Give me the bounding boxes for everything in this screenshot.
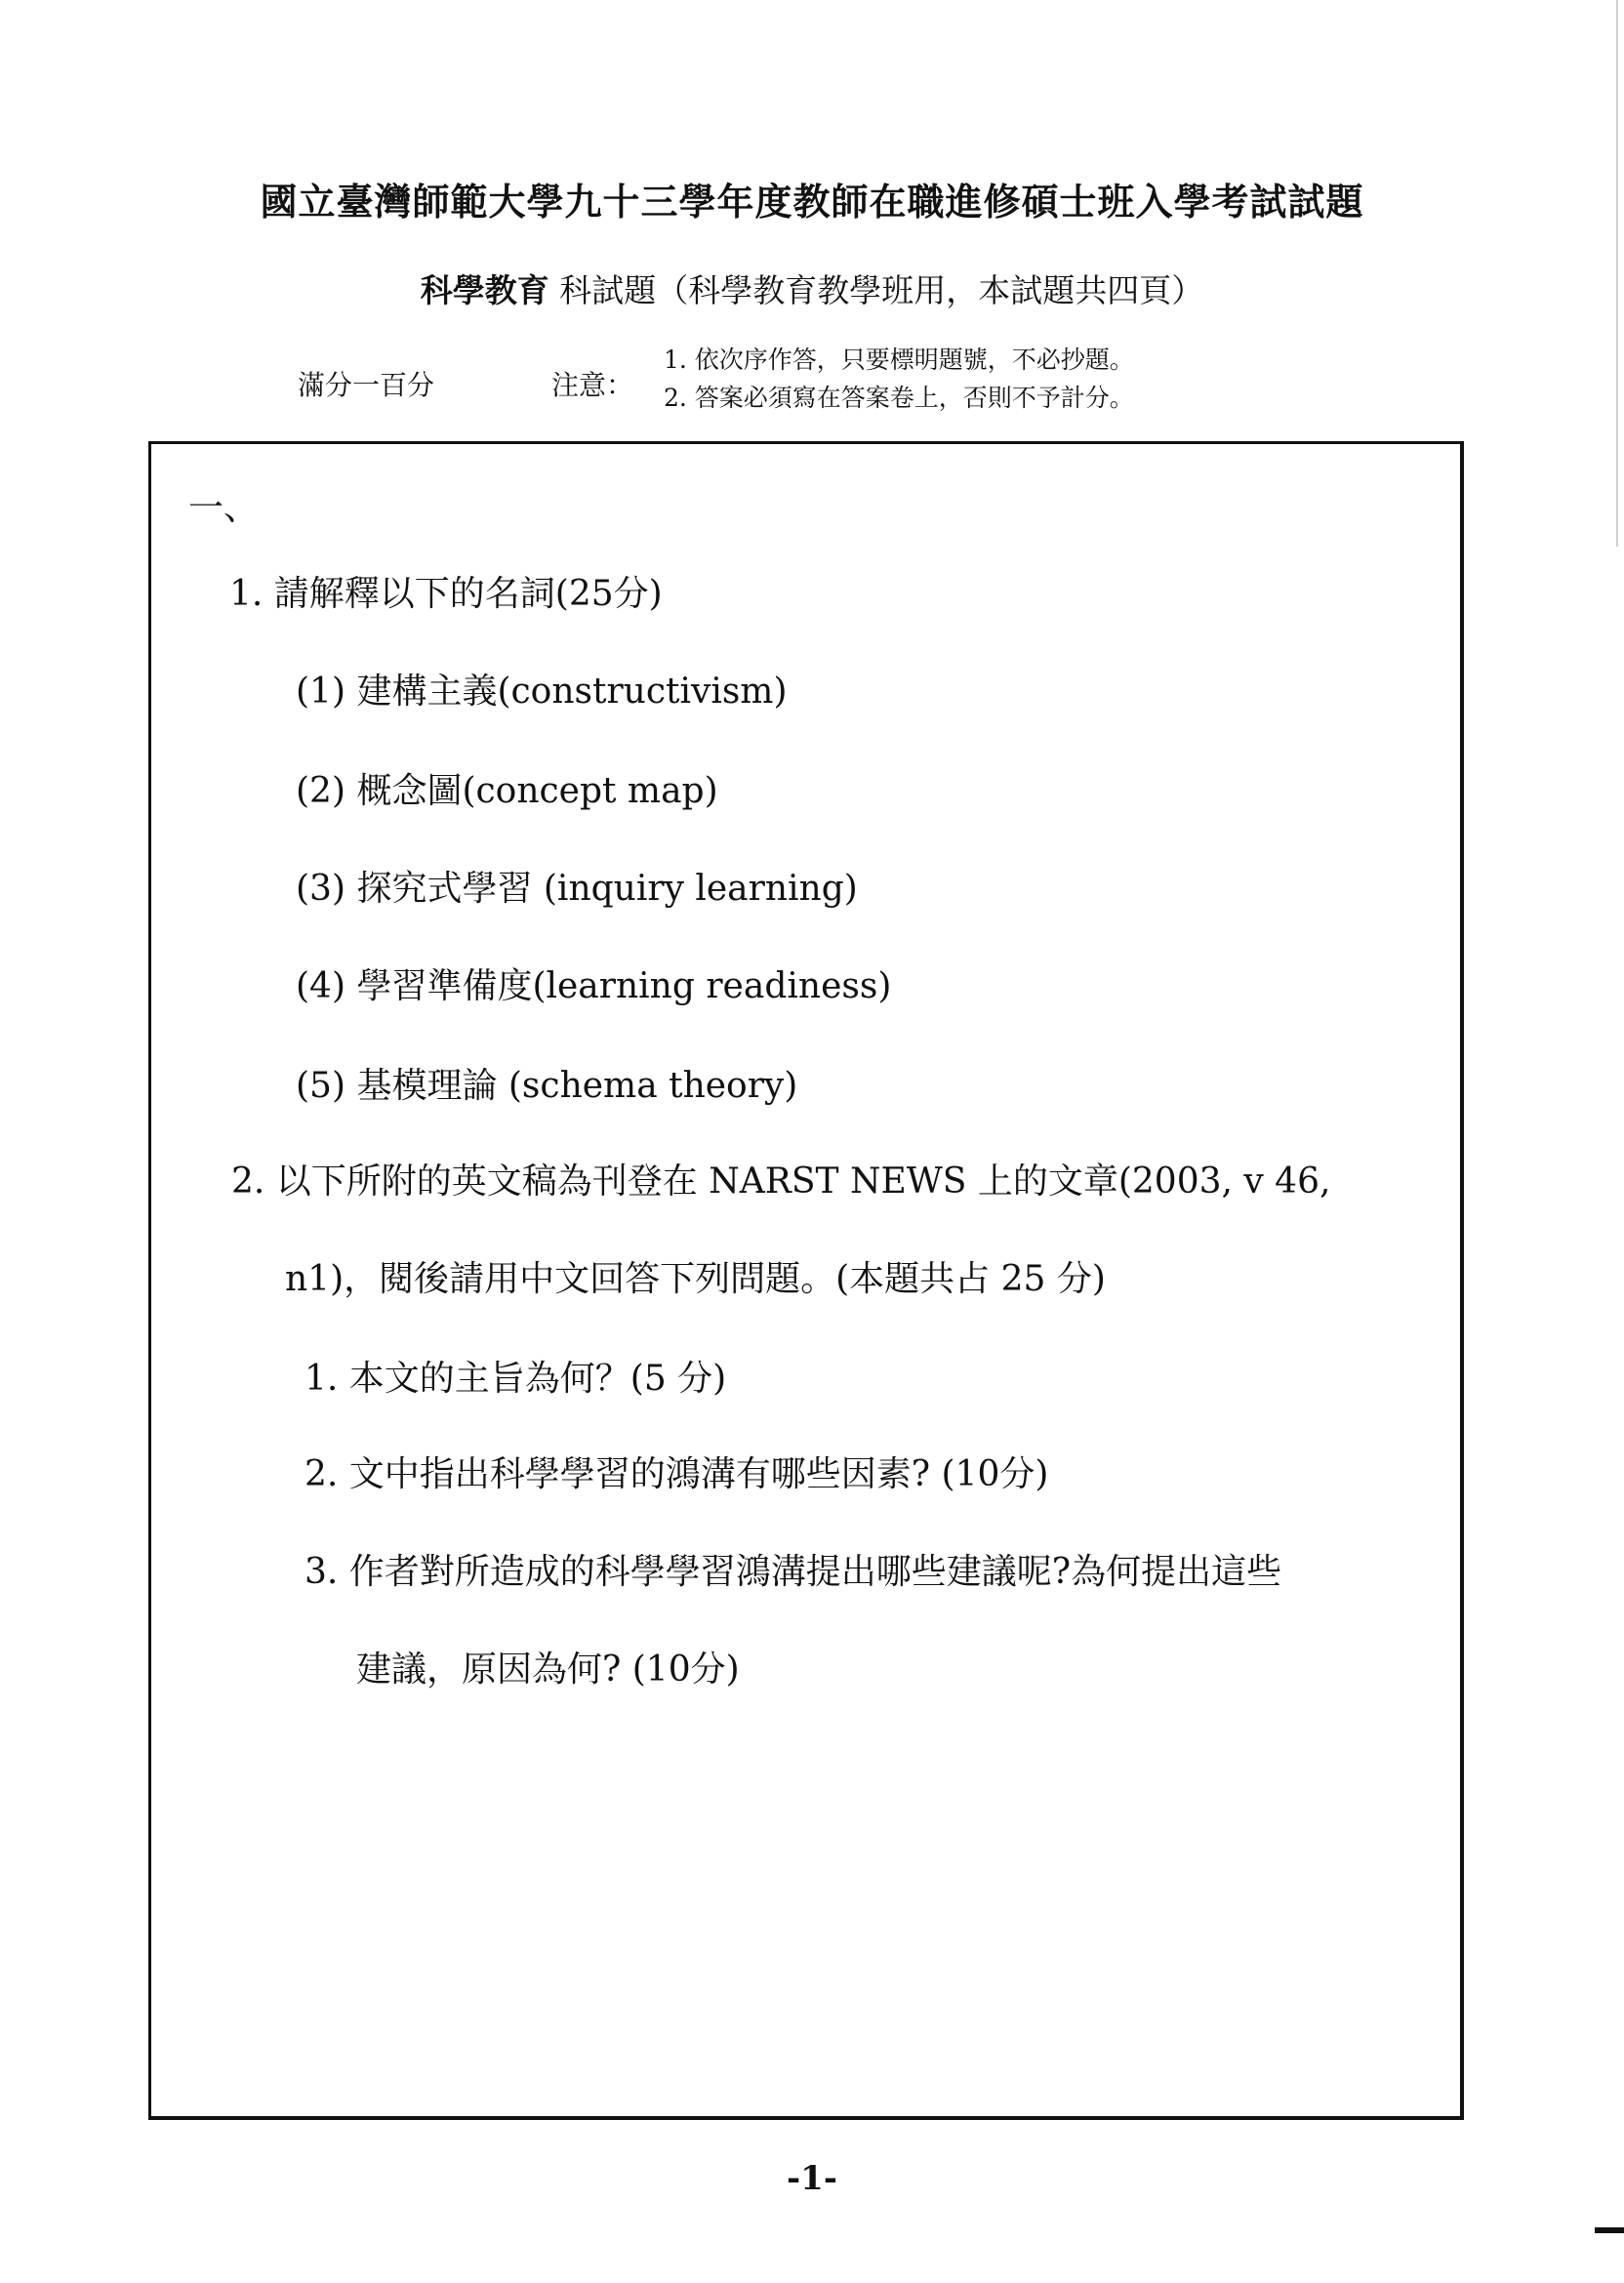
q1-item-3: (3) 探究式學習 (inquiry learning) xyxy=(296,869,858,909)
notice-item-1: 1. 依次序作答，只要標明題號，不必抄題。 xyxy=(664,346,1134,374)
page-number: -1- xyxy=(787,2159,837,2198)
q2-sub-3: 3. 作者對所造成的科學學習鴻溝提出哪些建議呢?為何提出這些 xyxy=(304,1552,1282,1592)
exam-subtitle xyxy=(0,265,1624,311)
question-2-line-2: n1)，閱後請用中文回答下列問題。(本題共占 25 分) xyxy=(285,1259,1106,1299)
question-2-line-1: 2. 以下所附的英文稿為刊登在 NARST NEWS 上的文章(2003, v 46, xyxy=(231,1162,1331,1202)
q1-item-4: (4) 學習準備度(learning readiness) xyxy=(296,966,892,1006)
q2-sub-3-continued: 建議，原因為何? (10分) xyxy=(356,1650,740,1690)
subject-name: 科學教育 xyxy=(420,271,549,309)
exam-title: 國立臺灣師範大學九十三學年度教師在職進修碩士班入學考試試題 xyxy=(260,180,1364,224)
section-label: 一、 xyxy=(188,488,260,528)
q1-item-5: (5) 基模理論 (schema theory) xyxy=(296,1066,798,1106)
notice-label: 注意： xyxy=(551,369,634,401)
notice-item-2: 2. 答案必須寫在答案卷上，否則不予計分。 xyxy=(664,384,1134,412)
q2-sub-1: 1. 本文的主旨為何？(5 分) xyxy=(304,1359,727,1399)
q1-item-2: (2) 概念圖(concept map) xyxy=(296,771,718,811)
subtitle-rest: 科試題（科學教育教學班用，本試題共四頁） xyxy=(548,271,1204,309)
scan-corner-mark xyxy=(1595,2227,1624,2233)
q2-sub-2: 2. 文中指出科學學習的鴻溝有哪些因素? (10分) xyxy=(304,1454,1049,1494)
full-score: 滿分一百分 xyxy=(298,369,435,401)
q1-item-1: (1) 建構主義(constructivism) xyxy=(296,672,788,712)
question-1: 1. 請解釋以下的名詞(25分) xyxy=(229,574,663,614)
